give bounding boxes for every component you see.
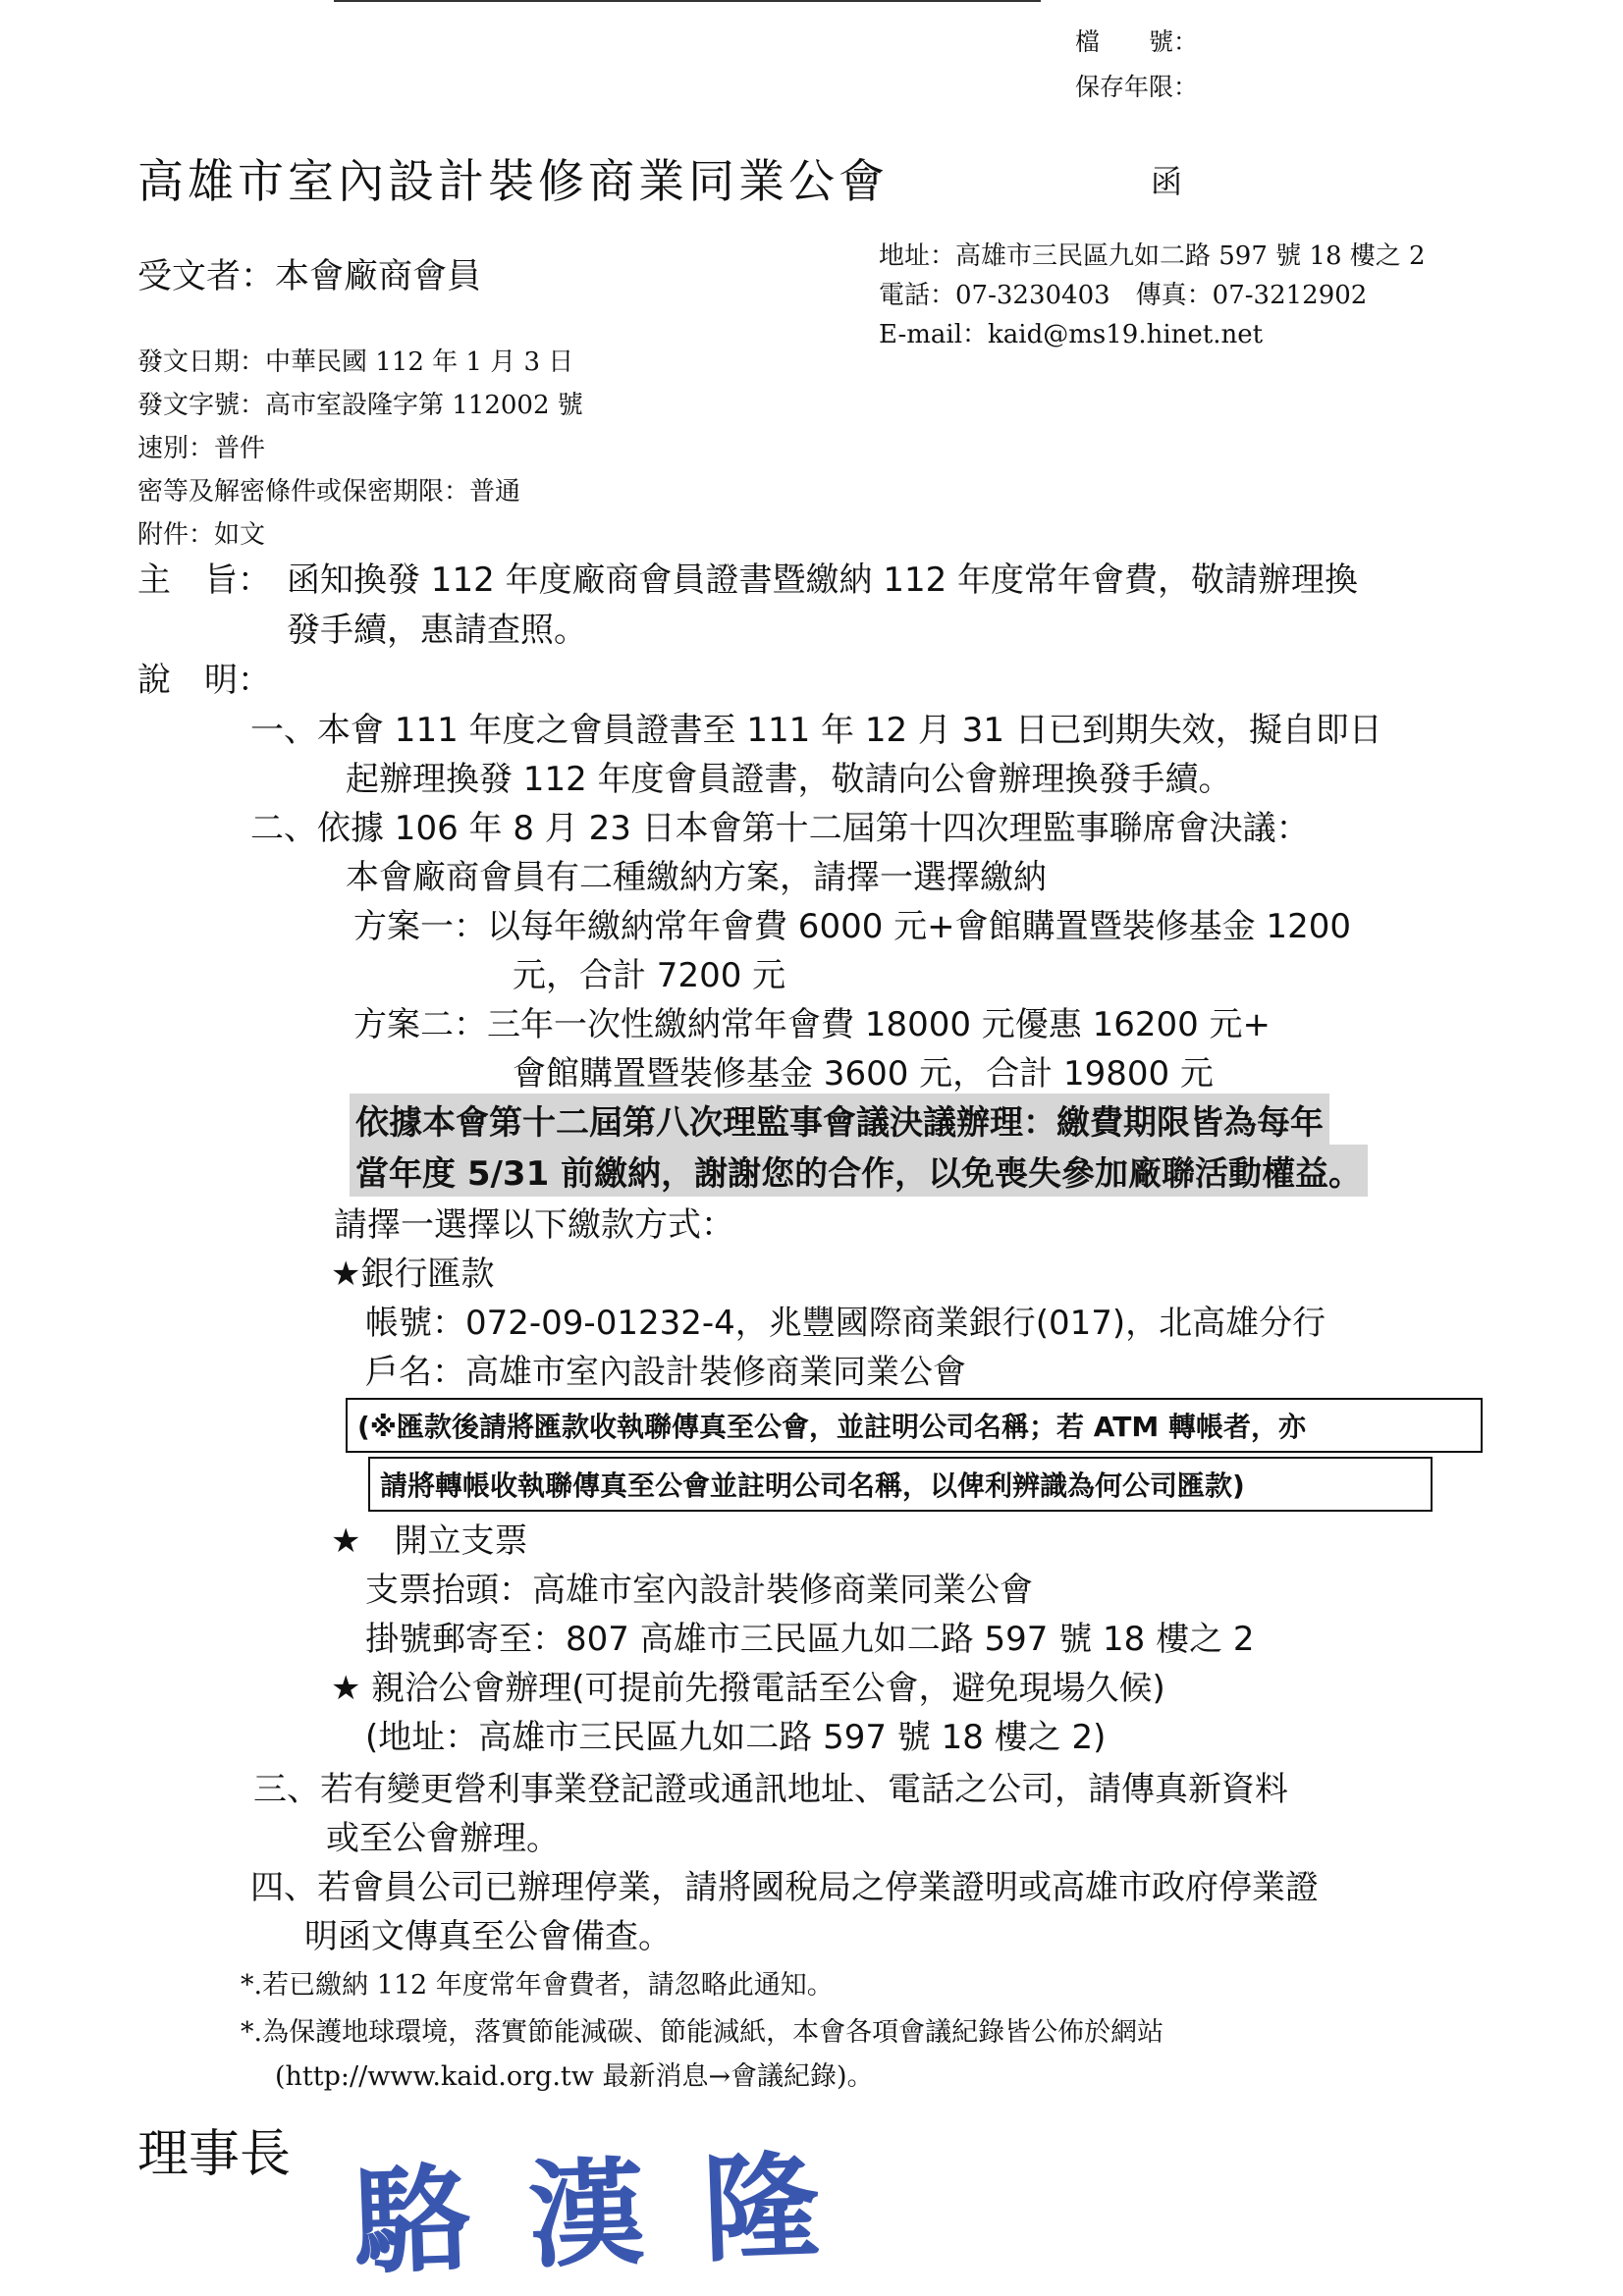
- attachment: 附件：如文: [137, 520, 266, 550]
- plan-2-line-2: 會館購置暨裝修基金 3600 元，合計 19800 元: [513, 1054, 1214, 1094]
- secrecy-level: 密等及解密條件或保密期限：普通: [137, 477, 521, 507]
- check-payee: 支票抬頭：高雄市室內設計裝修商業同業公會: [365, 1571, 1033, 1610]
- bank-account: 帳號：072-09-01232-4，兆豐國際商業銀行(017)，北高雄分行: [365, 1304, 1326, 1343]
- retention-label: 保存年限：: [1075, 73, 1199, 101]
- item-4-line-1: 四、若會員公司已辦理停業，請將國稅局之停業證明或高雄市政府停業證: [250, 1868, 1319, 1907]
- item-4-line-2: 明函文傳真至公會備查。: [304, 1917, 672, 1956]
- plan-2-line-1: 方案二：三年一次性繳納常年會費 18000 元優惠 16200 元+: [353, 1005, 1271, 1044]
- chairman-signature: 駱漢隆: [352, 2135, 881, 2291]
- bank-account-name: 戶名：高雄市室內設計裝修商業同業公會: [365, 1353, 966, 1392]
- bank-transfer-title: ★銀行匯款: [331, 1255, 495, 1294]
- check-title: ★ 開立支票: [331, 1522, 528, 1561]
- plan-1-line-2: 元，合計 7200 元: [513, 956, 786, 995]
- item-3-line-1: 三、若有變更營利事業登記證或通訊地址、電話之公司，請傳真新資料: [253, 1770, 1288, 1809]
- org-address: 地址：高雄市三民區九如二路 597 號 18 樓之 2: [879, 241, 1426, 271]
- item-1-line-1: 一、本會 111 年度之會員證書至 111 年 12 月 31 日已到期失效，擬自即日: [250, 711, 1382, 750]
- footnote-3: (http://www.kaid.org.tw 最新消息→會議紀錄)。: [275, 2061, 874, 2092]
- subject-line-2: 發手續，惠請查照。: [287, 611, 587, 650]
- chairman-title: 理事長: [137, 2125, 292, 2184]
- file-number-label: 檔 號：: [1075, 27, 1199, 56]
- subject-line-1: 函知換發 112 年度廠商會員證書暨繳納 112 年度常年會費，敬請辦理換: [287, 561, 1359, 600]
- explain-label: 說 明：: [137, 661, 271, 700]
- org-phone-fax: 電話：07-3230403 傳真：07-3212902: [879, 281, 1368, 310]
- delivery-speed: 速別：普件: [137, 434, 266, 463]
- in-person-title: ★ 親洽公會辦理(可提前先撥電話至公會，避免現場久候): [331, 1669, 1165, 1708]
- item-1-line-2: 起辦理換發 112 年度會員證書，敬請向公會辦理換發手續。: [346, 760, 1232, 799]
- document-type: 函: [1151, 163, 1183, 200]
- footnote-2: *.為保護地球環境，落實節能減碳、節能減紙，本會各項會議紀錄皆公佈於網站: [241, 2017, 1164, 2048]
- check-mailing-address: 掛號郵寄至：807 高雄市三民區九如二路 597 號 18 樓之 2: [365, 1620, 1255, 1659]
- reference-number: 發文字號：高市室設隆字第 112002 號: [137, 391, 583, 420]
- item-2-line-1: 二、依據 106 年 8 月 23 日本會第十二屆第十四次理監事聯席會決議：: [250, 809, 1310, 848]
- subject-label: 主 旨：: [137, 561, 271, 600]
- item-3-line-2: 或至公會辦理。: [326, 1819, 560, 1858]
- issue-date: 發文日期：中華民國 112 年 1 月 3 日: [137, 347, 574, 377]
- in-person-address: (地址：高雄市三民區九如二路 597 號 18 樓之 2): [365, 1718, 1107, 1757]
- item-2-line-2: 本會廠商會員有二種繳納方案，請擇一選擇繳納: [346, 858, 1047, 897]
- remittance-note-box-line-2: 請將轉帳收執聯傳真至公會並註明公司名稱，以俾利辨識為何公司匯款): [368, 1457, 1433, 1512]
- plan-1-line-1: 方案一：以每年繳納常年會費 6000 元+會館購置暨裝修基金 1200: [353, 907, 1351, 946]
- organization-name: 高雄市室內設計裝修商業同業公會: [137, 155, 889, 209]
- remittance-note-box-line-1: (※匯款後請將匯款收執聯傳真至公會，並註明公司名稱；若 ATM 轉帳者，亦: [346, 1398, 1483, 1453]
- org-email: E-mail：kaid@ms19.hinet.net: [879, 320, 1264, 349]
- scan-top-border: [334, 0, 1041, 2]
- recipient: 受文者：本會廠商會員: [137, 257, 482, 296]
- footnote-1: *.若已繳納 112 年度常年會費者，請忽略此通知。: [241, 1970, 834, 2001]
- deadline-highlight-line-2: 當年度 5/31 前繳納，謝謝您的合作，以免喪失參加廠聯活動權益。: [350, 1145, 1368, 1197]
- deadline-highlight-line-1: 依據本會第十二屆第八次理監事會議決議辦理：繳費期限皆為每年: [350, 1094, 1329, 1146]
- payment-method-intro: 請擇一選擇以下繳款方式：: [334, 1205, 734, 1245]
